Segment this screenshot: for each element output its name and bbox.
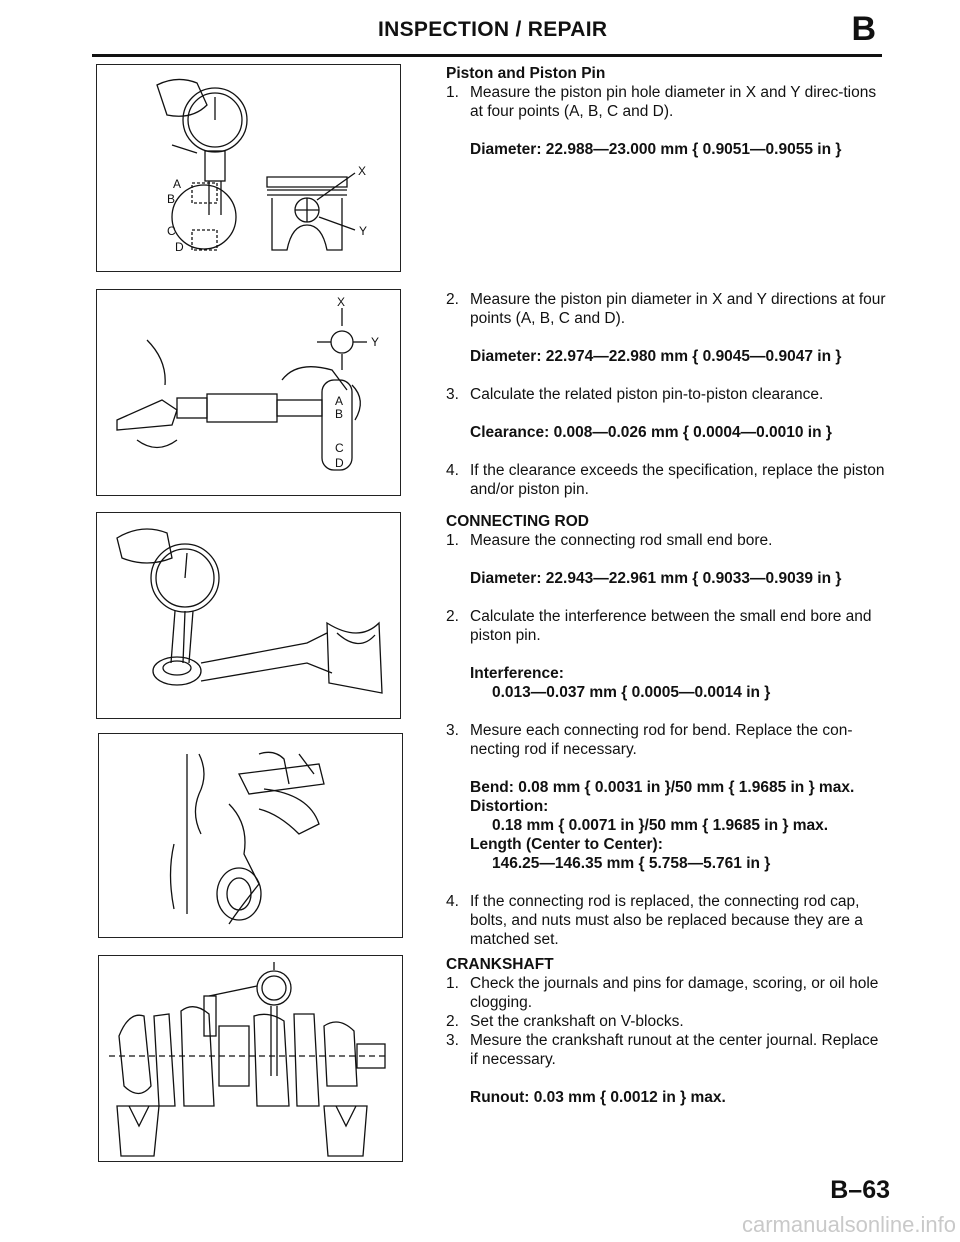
figure-connecting-rod-bend bbox=[98, 733, 403, 938]
rod-distortion-label: Distortion: bbox=[470, 798, 549, 815]
rod-step-4 bbox=[446, 892, 886, 949]
piston-step-2-number: 2. bbox=[446, 291, 459, 308]
crank-step-3 bbox=[446, 1031, 886, 1069]
crank-step-1 bbox=[446, 974, 886, 1012]
crank-step-2 bbox=[446, 1012, 886, 1031]
rod-section bbox=[446, 512, 886, 949]
rod-step-1 bbox=[446, 531, 886, 550]
rod-length-value: 146.25—146.35 mm { 5.758—5.761 in } bbox=[492, 855, 771, 872]
piston-spec-2: Diameter: 22.974—22.980 mm { 0.9045—0.9047 in } bbox=[470, 348, 842, 365]
fig1-label-d: D bbox=[175, 240, 184, 254]
piston-spec-3: Clearance: 0.008—0.026 mm { 0.0004—0.0010 in } bbox=[470, 424, 832, 441]
figure-connecting-rod-bend-drawing bbox=[99, 734, 402, 937]
piston-step-1-text: Measure the piston pin hole diameter in X and Y direc-tions at four points (A, B, C and D). bbox=[470, 84, 877, 120]
fig1-label-c: C bbox=[167, 224, 176, 238]
piston-spec-1: Diameter: 22.988—23.000 mm { 0.9051—0.9055 in } bbox=[470, 141, 842, 158]
piston-step-3-number: 3. bbox=[446, 386, 459, 403]
rod-heading: CONNECTING ROD bbox=[446, 513, 589, 530]
fig1-label-b: B bbox=[167, 192, 176, 206]
piston-step-3-text: Calculate the related piston pin-to-piston clearance. bbox=[470, 386, 824, 403]
rod-length-label: Length (Center to Center): bbox=[470, 836, 663, 853]
crank-step-1-text: Check the journals and pins for damage, scoring, or oil hole clogging. bbox=[470, 975, 879, 1011]
piston-section bbox=[446, 64, 886, 159]
piston-step-4-text: If the clearance exceeds the specification, replace the piston and/or piston pin. bbox=[470, 462, 885, 498]
rod-bend-spec: Bend: 0.08 mm { 0.0031 in }/50 mm { 1.9685 in } max. bbox=[470, 779, 855, 796]
rod-interference-value: 0.013—0.037 mm { 0.0005—0.0014 in } bbox=[492, 684, 771, 701]
crank-step-3-number: 3. bbox=[446, 1032, 459, 1049]
figure-piston-pin-hole-drawing bbox=[97, 65, 400, 271]
piston-heading: Piston and Piston Pin bbox=[446, 65, 606, 82]
figure-connecting-rod-bore bbox=[96, 512, 401, 719]
fig2-label-a: A bbox=[335, 394, 344, 408]
piston-step-2-text: Measure the piston pin diameter in X and Y directions at four points (A, B, C and D). bbox=[470, 291, 886, 327]
piston-step-1-number: 1. bbox=[446, 84, 459, 101]
piston-step-1 bbox=[446, 83, 886, 121]
rod-step-4-number: 4. bbox=[446, 893, 459, 910]
figure-piston-pin-hole bbox=[96, 64, 401, 272]
rod-step-1-text: Measure the connecting rod small end bore. bbox=[470, 532, 773, 549]
rod-step-2-text: Calculate the interference between the small end bore and piston pin. bbox=[470, 608, 872, 644]
rod-step-3 bbox=[446, 721, 886, 759]
rod-step-1-number: 1. bbox=[446, 532, 459, 549]
crank-step-3-text: Mesure the crankshaft runout at the center journal. Replace if necessary. bbox=[470, 1032, 879, 1068]
fig2-label-c: C bbox=[335, 441, 344, 455]
fig1-label-a: A bbox=[173, 177, 182, 191]
fig1-label-x: X bbox=[358, 164, 367, 178]
rod-step-2 bbox=[446, 607, 886, 645]
figure-piston-pin-micrometer bbox=[96, 289, 401, 496]
figure-piston-pin-micrometer-drawing bbox=[97, 290, 400, 495]
piston-step-4 bbox=[446, 461, 886, 499]
rod-spec-1: Diameter: 22.943—22.961 mm { 0.9033—0.9039 in } bbox=[470, 570, 842, 587]
piston-step-2 bbox=[446, 290, 886, 328]
fig2-label-b: B bbox=[335, 407, 344, 421]
fig2-label-d: D bbox=[335, 456, 344, 470]
watermark: carmanualsonline.info bbox=[741, 1212, 956, 1237]
piston-section-cont bbox=[446, 290, 886, 499]
rod-interference-label: Interference: bbox=[470, 665, 564, 682]
fig2-label-x: X bbox=[337, 295, 346, 309]
rod-distortion-value: 0.18 mm { 0.0071 in }/50 mm { 1.9685 in } max. bbox=[492, 817, 829, 834]
fig2-label-y: Y bbox=[371, 335, 380, 349]
piston-step-3 bbox=[446, 385, 886, 404]
crank-section bbox=[446, 955, 886, 1107]
page-header bbox=[92, 10, 882, 57]
fig1-label-y: Y bbox=[359, 224, 368, 238]
section-letter: B bbox=[851, 10, 876, 48]
rod-step-3-text: Mesure each connecting rod for bend. Replace the con-necting rod if necessary. bbox=[470, 722, 853, 758]
crank-step-2-text: Set the crankshaft on V-blocks. bbox=[470, 1013, 684, 1030]
piston-step-4-number: 4. bbox=[446, 462, 459, 479]
rod-step-4-text: If the connecting rod is replaced, the connecting rod cap, bolts, and nuts must also be replaced because they are a matched set. bbox=[470, 893, 863, 948]
page-number: B–63 bbox=[830, 1176, 890, 1204]
figure-crankshaft-runout-drawing bbox=[99, 956, 402, 1161]
figure-crankshaft-runout bbox=[98, 955, 403, 1162]
crank-step-2-number: 2. bbox=[446, 1013, 459, 1030]
page-title: INSPECTION / REPAIR bbox=[378, 18, 608, 41]
figure-connecting-rod-bore-drawing bbox=[97, 513, 400, 718]
crank-heading: CRANKSHAFT bbox=[446, 956, 554, 973]
crank-step-1-number: 1. bbox=[446, 975, 459, 992]
rod-step-3-number: 3. bbox=[446, 722, 459, 739]
rod-step-2-number: 2. bbox=[446, 608, 459, 625]
crank-runout-spec: Runout: 0.03 mm { 0.0012 in } max. bbox=[470, 1089, 726, 1106]
